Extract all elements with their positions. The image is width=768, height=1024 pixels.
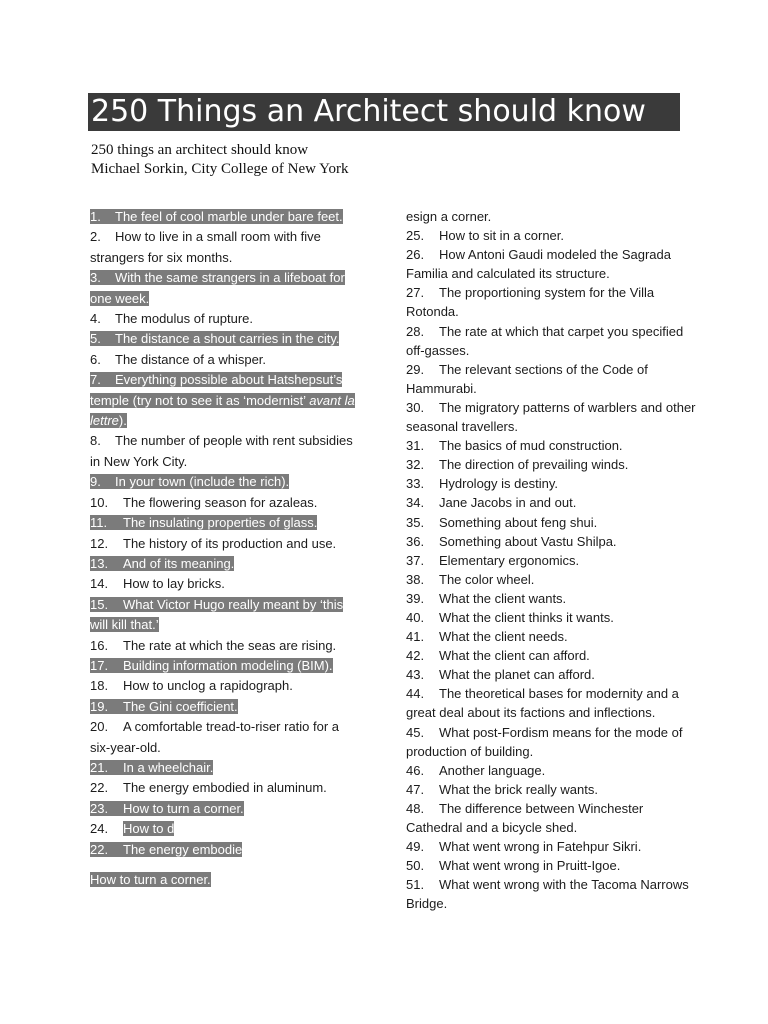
item-number: 4. — [90, 311, 101, 327]
item-number: 18. — [90, 678, 109, 694]
item-text-end: ). — [118, 413, 127, 429]
item-text: The distance a shout carries in the city. — [115, 331, 340, 347]
list-item — [406, 608, 696, 627]
highlighted-text — [90, 658, 333, 673]
item-number: 22. — [90, 841, 109, 857]
item-number: 6. — [90, 351, 101, 367]
item-number: 26. — [406, 247, 425, 263]
item-text: Jane Jacobs in and out. — [439, 495, 577, 511]
item-text: The modulus of rupture. — [115, 311, 254, 327]
item-text: How to sit in a corner. — [439, 228, 564, 244]
item-text: The theoretical bases for modernity and a great deal about its factions and inflections. — [406, 686, 679, 721]
list-item — [90, 207, 362, 227]
list-item — [406, 780, 696, 799]
item-number: 2. — [90, 229, 101, 245]
list-item — [90, 370, 362, 431]
item-number: 24. — [90, 821, 109, 837]
list-item — [90, 697, 362, 717]
left-column-list — [90, 207, 362, 890]
item-number: 40. — [406, 609, 425, 625]
item-text-italic: avant la lettre — [90, 392, 355, 429]
item-number: 39. — [406, 590, 425, 606]
item-text: The insulating properties of glass. — [123, 515, 318, 531]
item-text: Hydrology is destiny. — [439, 476, 558, 492]
item-number: 22. — [90, 780, 109, 796]
continued-fragment: esign a corner. — [406, 209, 492, 224]
highlighted-text — [90, 597, 343, 632]
list-item — [90, 574, 362, 594]
list-item — [406, 360, 696, 398]
highlighted-text — [90, 760, 213, 775]
item-text: A comfortable tread-to-riser ratio for a six-year-old. — [90, 719, 340, 755]
list-item — [90, 493, 362, 513]
list-item — [406, 398, 696, 436]
list-item — [406, 455, 696, 474]
list-item — [406, 684, 696, 722]
item-text: The Gini coefficient. — [123, 698, 238, 714]
list-item — [406, 570, 696, 589]
list-item — [406, 837, 696, 856]
item-text: Something about feng shui. — [439, 514, 598, 530]
list-item — [90, 656, 362, 676]
list-item — [406, 245, 696, 283]
item-text: How to turn a corner. — [123, 800, 244, 816]
item-text: The direction of prevailing winds. — [439, 457, 629, 473]
item-text: What the planet can afford. — [439, 667, 595, 683]
item-number: 45. — [406, 724, 425, 740]
item-number: 23. — [90, 800, 109, 816]
item-number: 47. — [406, 781, 425, 797]
intro-author: Michael Sorkin, City College of New York — [91, 160, 349, 177]
item-number: 30. — [406, 399, 425, 415]
list-item — [406, 226, 696, 245]
item-text: The rate at which that carpet you specified off-gasses. — [406, 323, 684, 358]
item-text: What the client wants. — [439, 590, 567, 606]
item-text: What the brick really wants. — [439, 781, 598, 797]
item-number: 17. — [90, 657, 109, 673]
list-item — [90, 513, 362, 533]
item-text: The energy embodie — [123, 841, 243, 857]
item-text: The flowering season for azaleas. — [123, 494, 318, 510]
item-text: What Victor Hugo really meant by ‘this will kill that.’ — [90, 596, 344, 633]
item-number: 27. — [406, 285, 425, 301]
highlighted-text — [90, 515, 317, 530]
item-text: The relevant sections of the Code of Hammurabi. — [406, 361, 648, 396]
item-number: 29. — [406, 361, 425, 377]
item-text: What went wrong in Pruitt-Igoe. — [439, 858, 621, 874]
page-title-banner: 250 Things an Architect should know — [88, 93, 680, 131]
item-text: The rate at which the seas are rising. — [123, 637, 337, 653]
item-number: 10. — [90, 494, 109, 510]
item-number: 31. — [406, 438, 425, 454]
item-number: 21. — [90, 759, 109, 775]
list-item — [90, 534, 362, 554]
item-number: 16. — [90, 637, 109, 653]
list-item — [90, 840, 362, 860]
item-number: 13. — [90, 555, 109, 571]
highlighted-text — [90, 331, 339, 346]
highlighted-text — [90, 474, 289, 489]
list-item — [406, 761, 696, 780]
list-item — [406, 283, 696, 321]
item-text: The difference between Winchester Cathedral and a bicycle shed. — [406, 800, 644, 835]
item-number: 36. — [406, 533, 425, 549]
item-number: 14. — [90, 576, 109, 592]
item-number: 38. — [406, 571, 425, 587]
list-item — [90, 595, 362, 636]
item-number: 7. — [90, 372, 101, 388]
item-text: What went wrong with the Tacoma Narrows Bridge. — [406, 877, 689, 912]
item-text: What the client thinks it wants. — [439, 609, 614, 625]
item-number: 25. — [406, 228, 425, 244]
footer-highlight: How to turn a corner. — [90, 872, 211, 887]
item-text: The history of its production and use. — [123, 535, 337, 551]
highlighted-text — [90, 270, 345, 305]
item-number: 15. — [90, 596, 109, 612]
item-number: 12. — [90, 535, 109, 551]
item-text: What went wrong in Fatehpur Sikri. — [439, 839, 642, 855]
list-item — [90, 329, 362, 349]
list-item — [90, 472, 362, 492]
list-item — [90, 309, 362, 329]
list-item — [90, 676, 362, 696]
item-text: How to lay bricks. — [123, 576, 225, 592]
list-item — [406, 627, 696, 646]
item-number: 5. — [90, 331, 101, 347]
list-item — [406, 493, 696, 512]
item-number: 19. — [90, 698, 109, 714]
item-text: What the client can afford. — [439, 648, 590, 664]
list-item — [90, 554, 362, 574]
item-number: 51. — [406, 877, 425, 893]
list-item — [90, 636, 362, 656]
list-item — [90, 819, 362, 839]
item-text: The proportioning system for the Villa Rotonda. — [406, 285, 655, 320]
item-text: With the same strangers in a lifeboat for one week. — [90, 270, 345, 306]
item-number: 37. — [406, 552, 425, 568]
item-text: The distance of a whisper. — [115, 351, 267, 367]
list-item — [406, 551, 696, 570]
list-item — [90, 268, 362, 309]
item-number: 44. — [406, 686, 425, 702]
list-item — [406, 532, 696, 551]
item-number: 42. — [406, 648, 425, 664]
item-number: 33. — [406, 476, 425, 492]
spacer — [90, 860, 362, 870]
item-text: In a wheelchair. — [123, 759, 214, 775]
list-footer — [90, 870, 362, 890]
intro-block — [91, 141, 348, 178]
list-item — [90, 227, 362, 268]
list-item — [406, 856, 696, 875]
highlighted-text — [90, 556, 234, 571]
item-text: The energy embodied in aluminum. — [123, 780, 327, 796]
list-item — [90, 350, 362, 370]
item-number: 49. — [406, 839, 425, 855]
right-column-list — [406, 207, 696, 913]
item-number: 50. — [406, 858, 425, 874]
list-item — [90, 778, 362, 798]
item-text: The feel of cool marble under bare feet. — [115, 209, 343, 224]
item-text: The basics of mud construction. — [439, 438, 623, 454]
item-text: How to live in a small room with five strangers for six months. — [90, 229, 321, 265]
list-item — [90, 717, 362, 758]
item-number: 43. — [406, 667, 425, 683]
item-text: Something about Vastu Shilpa. — [439, 533, 617, 549]
item-number: 41. — [406, 629, 425, 645]
list-item — [406, 646, 696, 665]
item-number: 8. — [90, 433, 101, 449]
highlighted-text — [90, 842, 242, 857]
list-item — [406, 875, 696, 913]
list-item — [406, 513, 696, 532]
item-number: 35. — [406, 514, 425, 530]
item-text: The migratory patterns of warblers and other seasonal travellers. — [406, 399, 696, 435]
item-text: Building information modeling (BIM). — [123, 657, 333, 673]
highlighted-text — [90, 372, 355, 428]
item-number: 20. — [90, 719, 109, 735]
item-number: 48. — [406, 800, 425, 816]
item-number: 3. — [90, 270, 101, 286]
list-item — [90, 431, 362, 472]
list-item — [90, 799, 362, 819]
item-text: How Antoni Gaudi modeled the Sagrada Familia and calculated its structure. — [406, 247, 671, 282]
item-text: In your town (include the rich). — [115, 474, 290, 490]
item-text: Everything possible about Hatshepsut’s temple (try not to see it as ‘modernist’ — [90, 372, 343, 408]
item-text: The color wheel. — [439, 571, 535, 587]
highlighted-text — [90, 209, 343, 224]
item-text: The number of people with rent subsidies in New York City. — [90, 433, 353, 469]
item-number: 34. — [406, 495, 425, 511]
item-text: And of its meaning. — [123, 555, 235, 571]
list-item — [406, 589, 696, 608]
item-number: 32. — [406, 457, 425, 473]
item-text: How to d — [123, 821, 175, 837]
list-item — [406, 474, 696, 493]
list-item — [406, 322, 696, 360]
item-number: 1. — [90, 209, 101, 224]
list-item — [406, 723, 696, 761]
item-text: How to unclog a rapidograph. — [123, 678, 293, 694]
intro-title: 250 things an architect should know — [91, 142, 309, 158]
item-number: 46. — [406, 762, 425, 778]
item-text: What the client needs. — [439, 629, 568, 645]
item-number: 11. — [90, 515, 108, 531]
item-text: Elementary ergonomics. — [439, 552, 580, 568]
list-item — [406, 799, 696, 837]
list-item — [90, 758, 362, 778]
highlighted-text — [90, 801, 244, 816]
item-number: 9. — [90, 474, 101, 490]
list-item — [406, 436, 696, 455]
item-text: Another language. — [439, 762, 546, 778]
item-number: 28. — [406, 323, 425, 339]
highlighted-text — [90, 699, 238, 714]
item-text: What post-Fordism means for the mode of production of building. — [406, 724, 683, 759]
list-item — [406, 665, 696, 684]
